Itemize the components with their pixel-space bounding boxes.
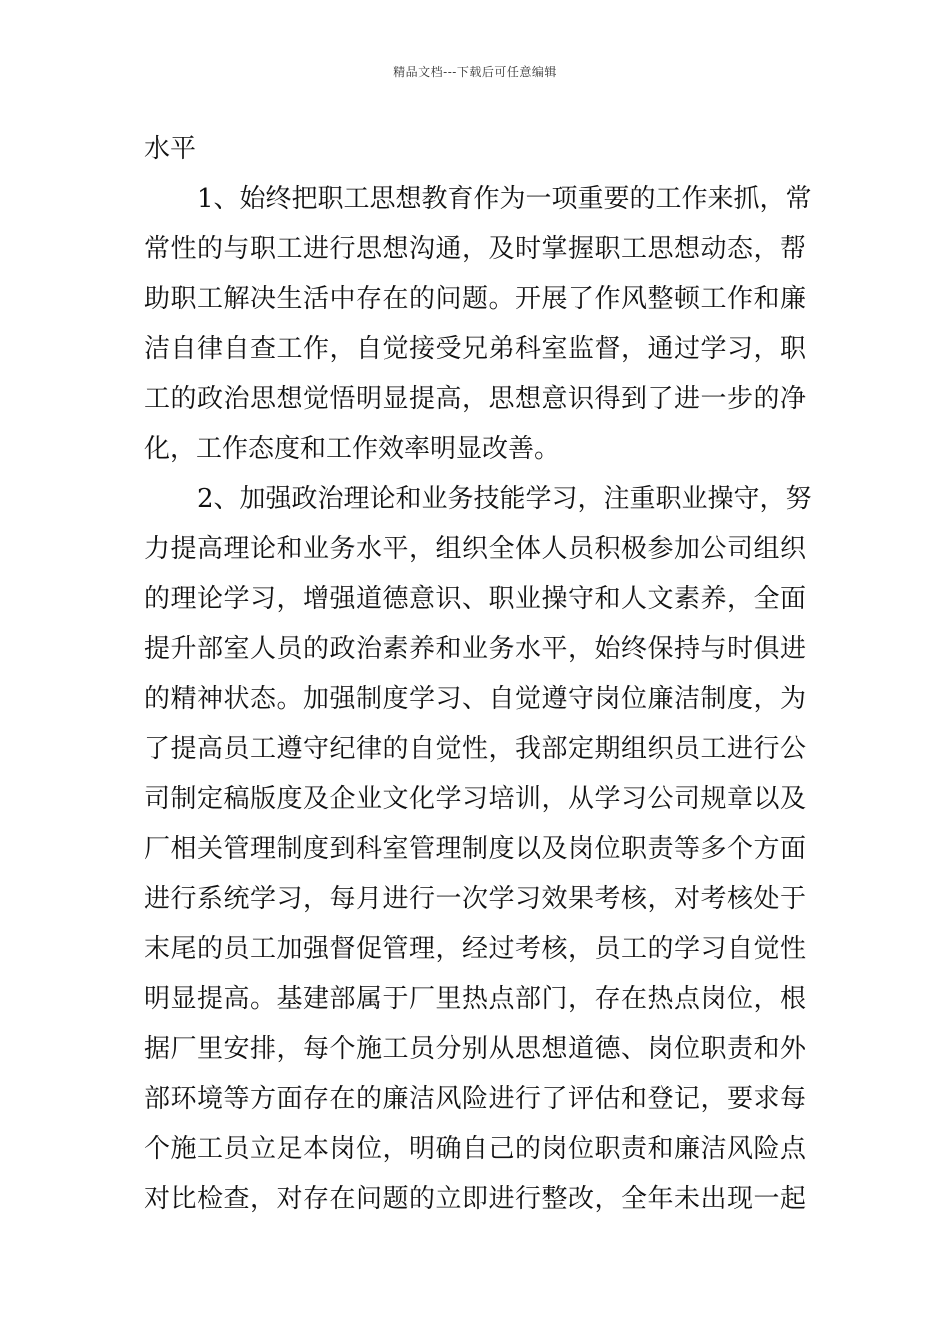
text-line: 厂相关管理制度到科室管理制度以及岗位职责等多个方面 — [144, 834, 806, 864]
paragraph-1-first-line: 1、始终把职工思想教育作为一项重要的工作来抓，常 — [197, 184, 812, 214]
text-line: 化，工作态度和工作效率明显改善。 — [144, 434, 561, 464]
text-line: 常性的与职工进行思想沟通，及时掌握职工思想动态，帮 — [144, 234, 806, 264]
text-line: 的精神状态。加强制度学习、自觉遵守岗位廉洁制度，为 — [144, 684, 806, 714]
text-line: 工的政治思想觉悟明显提高，思想意识得到了进一步的净 — [144, 384, 806, 414]
text-line: 对比检查，对存在问题的立即进行整改，全年未出现一起 — [144, 1184, 806, 1214]
text-line: 助职工解决生活中存在的问题。开展了作风整顿工作和廉 — [144, 284, 806, 314]
paragraph-2-first-line: 2、加强政治理论和业务技能学习，注重职业操守，努 — [197, 484, 812, 514]
text-line: 进行系统学习，每月进行一次学习效果考核，对考核处于 — [144, 884, 806, 914]
text-line: 个施工员立足本岗位，明确自己的岗位职责和廉洁风险点 — [144, 1134, 806, 1164]
text-line: 水平 — [144, 134, 197, 164]
text-line: 力提高理论和业务水平，组织全体人员积极参加公司组织 — [144, 534, 806, 564]
text-line: 据厂里安排，每个施工员分别从思想道德、岗位职责和外 — [144, 1034, 806, 1064]
text-line: 部环境等方面存在的廉洁风险进行了评估和登记，要求每 — [144, 1084, 806, 1114]
text-line: 司制定稿版度及企业文化学习培训，从学习公司规章以及 — [144, 784, 806, 814]
text-line: 末尾的员工加强督促管理，经过考核，员工的学习自觉性 — [144, 934, 806, 964]
page-header: 精品文档---下载后可任意编辑 — [393, 65, 557, 79]
text-line: 洁自律自查工作，自觉接受兄弟科室监督，通过学习，职 — [144, 334, 806, 364]
text-line: 了提高员工遵守纪律的自觉性，我部定期组织员工进行公 — [144, 734, 806, 764]
text-line: 的理论学习，增强道德意识、职业操守和人文素养，全面 — [144, 584, 806, 614]
text-line: 明显提高。基建部属于厂里热点部门，存在热点岗位，根 — [144, 984, 806, 1014]
text-line: 提升部室人员的政治素养和业务水平，始终保持与时俱进 — [144, 634, 806, 664]
